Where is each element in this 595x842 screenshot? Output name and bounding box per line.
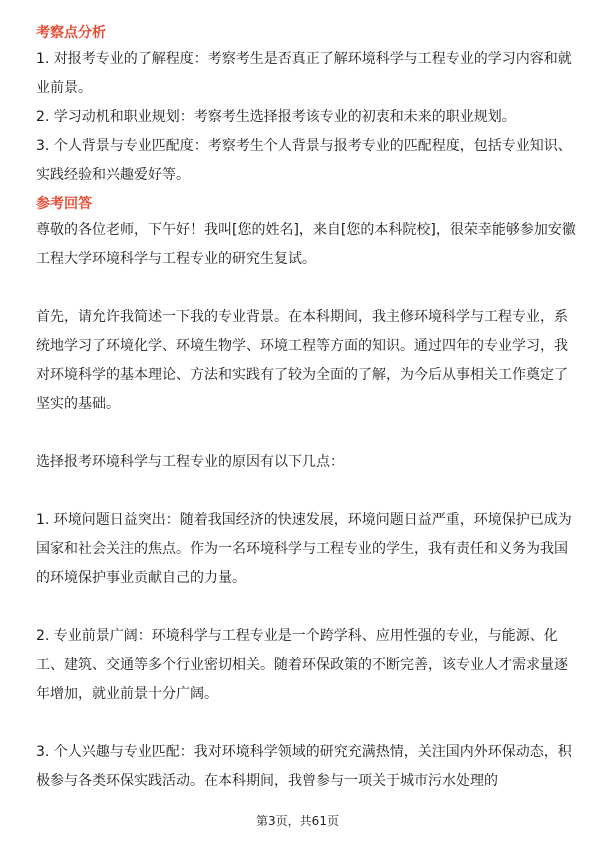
analysis-item-3: 3. 个人背景与专业匹配度：考察考生个人背景与报考专业的匹配程度，包括专业知识、实践经验和兴趣爱好等。 [36, 138, 572, 183]
answer-paragraph-4: 1. 环境问题日益突出：随着我国经济的快速发展，环境问题日益严重，环境保护已成为国家和社会关注的焦点。作为一名环境科学与工程专业的学生，我有责任和义务为我国的环境保护事业贡献自己的力量。 [36, 512, 572, 586]
answer-paragraph-6: 3. 个人兴趣与专业匹配：我对环境科学领域的研究充满热情，关注国内外环保动态，积极参与各类环保实践活动。在本科期间，我曾参与一项关于城市污水处理的 [36, 744, 572, 789]
paragraph-gap [36, 709, 576, 738]
paragraph-gap [36, 419, 576, 448]
analysis-item-2: 2. 学习动机和职业规划：考察考生选择报考该专业的初衷和未来的职业规划。 [36, 109, 516, 125]
answer-paragraph-2: 首先，请允许我简述一下我的专业背景。在本科期间，我主修环境科学与工程专业，系统地学习了环境化学、环境生物学、环境工程等方面的知识。通过四年的专业学习，我对环境科学的基本理论、方法和实践有了较为全面的了解，为今后从事相关工作奠定了坚实的基础。 [36, 309, 568, 412]
analysis-item-1: 1. 对报考专业的了解程度：考察考生是否真正了解环境科学与工程专业的学习内容和就业前景。 [36, 51, 572, 96]
analysis-title: 考察点分析 [36, 25, 106, 41]
answer-title: 参考回答 [36, 196, 92, 212]
paragraph-gap [36, 477, 576, 506]
paragraph-gap [36, 593, 576, 622]
answer-paragraph-3: 选择报考环境科学与工程专业的原因有以下几点： [36, 454, 344, 470]
page-number: 第3页，共61页 [256, 814, 339, 828]
page-content [36, 21, 576, 796]
answer-paragraph-5: 2. 专业前景广阔：环境科学与工程专业是一个跨学科、应用性强的专业，与能源、化工、建筑、交通等多个行业密切相关。随着环保政策的不断完善，该专业人才需求量逐年增加，就业前景十分广阔。 [36, 628, 568, 702]
answer-paragraph-1: 尊敬的各位老师，下午好！我叫[您的姓名]，来自[您的本科院校]，很荣幸能够参加安徽工程大学环境科学与工程专业的研究生复试。 [36, 222, 576, 267]
paragraph-gap [36, 274, 576, 303]
